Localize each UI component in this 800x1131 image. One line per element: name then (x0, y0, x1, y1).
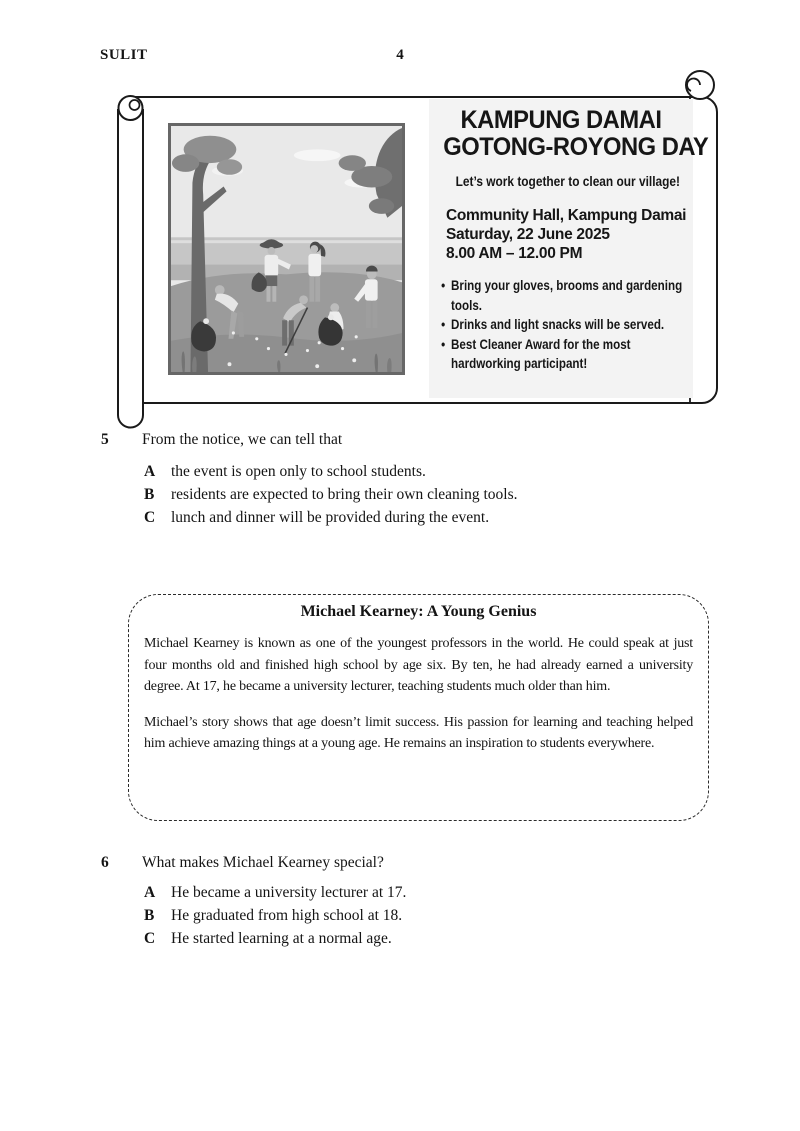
notice-venue: Community Hall, Kampung Damai (446, 207, 687, 224)
question5-option-a-text: the event is open only to school students. (171, 463, 426, 480)
notice-tagline: Let’s work together to clean our village! (455, 173, 680, 189)
header-sulit: SULIT (100, 47, 148, 63)
page-number: 4 (396, 47, 404, 63)
notice-title-line1: KAMPUNG DAMAI (460, 106, 662, 134)
question6-option-a-text: He became a university lecturer at 17. (171, 884, 407, 901)
question5-option-b-letter: B (144, 486, 155, 503)
notice-title-line2: GOTONG-ROYONG DAY (443, 133, 709, 161)
notice-text-panel (429, 99, 709, 398)
question6-option-c-letter: C (144, 930, 156, 947)
question5-option-b-text: residents are expected to bring their own cleaning tools. (171, 486, 518, 503)
question6-option-b-text: He graduated from high school at 18. (171, 907, 403, 924)
notice-details (437, 206, 685, 263)
notice-date: Saturday, 22 June 2025 (446, 226, 610, 243)
passage-paragraph-1: Michael Kearney is known as one of the youngest professors in the world. He could speak at just four months old and finished high school by age six. By ten, he had already earned a university degree. At 17, he became a university lecturer, teaching students much older than him. (144, 636, 693, 694)
passage-title: Michael Kearney: A Young Genius (300, 603, 537, 620)
question5-number: 5 (101, 431, 109, 448)
notice-title (437, 106, 709, 161)
notice-bullet-item: • Bring your gloves, brooms and gardening tools. (441, 276, 686, 315)
notice-bullet-item: • Drinks and light snacks will be served. (441, 315, 686, 335)
question6-option-b-letter: B (144, 907, 155, 924)
notice-scroll (100, 70, 740, 432)
question5-option-c-letter: C (144, 509, 156, 526)
passage-box (128, 594, 709, 821)
passage-paragraph-2: Michael’s story shows that age doesn’t limit success. His passion for learning and teaching helped him achieve amazing things at a young age. He remains an inspiration to students everywhere. (144, 714, 693, 751)
question5-text: From the notice, we can tell that (142, 431, 343, 448)
question6-text: What makes Michael Kearney special? (142, 854, 384, 871)
notice-illustration (168, 123, 405, 375)
question5-option-c-text: lunch and dinner will be provided during the event. (171, 509, 490, 526)
question6-option-a-letter: A (144, 884, 156, 901)
question6-number: 6 (101, 854, 109, 871)
notice-bullet-list (437, 276, 686, 374)
notice-time: 8.00 AM – 12.00 PM (446, 245, 583, 262)
question5-option-a-letter: A (144, 463, 156, 480)
notice-bullet-item: • Best Cleaner Award for the most hardworking participant! (441, 335, 686, 374)
question6-option-c-text: He started learning at a normal age. (171, 930, 392, 947)
